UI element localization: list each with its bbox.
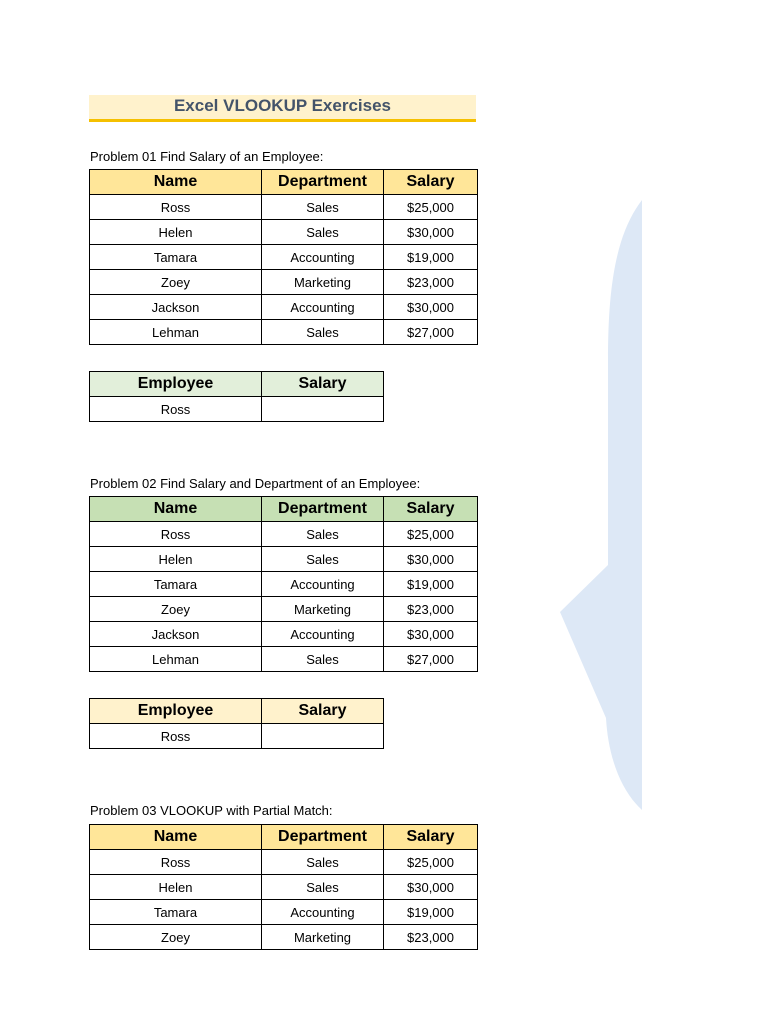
cell-name[interactable]: Lehman [90, 647, 262, 672]
cell-name[interactable]: Jackson [90, 622, 262, 647]
cell-salary[interactable]: $23,000 [384, 925, 478, 950]
cell-name[interactable]: Ross [90, 850, 262, 875]
cell-department[interactable]: Accounting [262, 572, 384, 597]
cell-salary[interactable]: $30,000 [384, 622, 478, 647]
cell-employee[interactable]: Ross [90, 724, 262, 749]
table-row [90, 320, 478, 345]
table-header-row [90, 372, 384, 397]
cell-department[interactable]: Sales [262, 195, 384, 220]
cell-department[interactable]: Accounting [262, 245, 384, 270]
cell-salary[interactable]: $25,000 [384, 850, 478, 875]
cell-department[interactable]: Sales [262, 647, 384, 672]
table-row [90, 397, 384, 422]
problem-1-table [89, 169, 478, 345]
cell-department[interactable]: Sales [262, 547, 384, 572]
table-row [90, 245, 478, 270]
header-salary: Salary [262, 372, 384, 397]
table-row [90, 647, 478, 672]
cell-name[interactable]: Tamara [90, 572, 262, 597]
cell-name[interactable]: Zoey [90, 925, 262, 950]
cell-salary[interactable]: $23,000 [384, 597, 478, 622]
cell-salary[interactable]: $25,000 [384, 195, 478, 220]
cell-name[interactable]: Zoey [90, 270, 262, 295]
problem-2-table [89, 496, 478, 672]
cell-salary[interactable]: $25,000 [384, 522, 478, 547]
table-row [90, 597, 478, 622]
header-salary: Salary [384, 497, 478, 522]
problem-3-table [89, 824, 478, 950]
cell-salary[interactable]: $30,000 [384, 295, 478, 320]
cell-name[interactable]: Zoey [90, 597, 262, 622]
header-salary: Salary [384, 825, 478, 850]
problem-2-caption: Problem 02 Find Salary and Department of an Employee: [90, 476, 421, 491]
table-row [90, 900, 478, 925]
header-department: Department [262, 497, 384, 522]
problem-1-caption: Problem 01 Find Salary of an Employee: [90, 149, 324, 164]
cell-department[interactable]: Sales [262, 875, 384, 900]
cell-name[interactable]: Helen [90, 875, 262, 900]
cell-department[interactable]: Sales [262, 320, 384, 345]
table-row [90, 724, 384, 749]
table-header-row [90, 825, 478, 850]
cell-name[interactable]: Helen [90, 547, 262, 572]
header-employee: Employee [90, 372, 262, 397]
table-row [90, 925, 478, 950]
cell-salary[interactable]: $30,000 [384, 875, 478, 900]
cell-name[interactable]: Jackson [90, 295, 262, 320]
cell-name[interactable]: Lehman [90, 320, 262, 345]
cell-salary[interactable]: $30,000 [384, 547, 478, 572]
cell-department[interactable]: Accounting [262, 622, 384, 647]
cell-salary[interactable]: $23,000 [384, 270, 478, 295]
cell-department[interactable]: Accounting [262, 295, 384, 320]
cell-name[interactable]: Tamara [90, 245, 262, 270]
cell-department[interactable]: Marketing [262, 270, 384, 295]
cell-salary[interactable]: $19,000 [384, 572, 478, 597]
cell-salary[interactable]: $19,000 [384, 900, 478, 925]
table-row [90, 875, 478, 900]
cell-salary-result[interactable] [262, 397, 384, 422]
table-header-row [90, 170, 478, 195]
header-salary: Salary [384, 170, 478, 195]
header-name: Name [90, 825, 262, 850]
cell-employee[interactable]: Ross [90, 397, 262, 422]
cell-department[interactable]: Marketing [262, 925, 384, 950]
header-salary: Salary [262, 699, 384, 724]
cell-salary[interactable]: $19,000 [384, 245, 478, 270]
table-row [90, 522, 478, 547]
cell-department[interactable]: Sales [262, 220, 384, 245]
cell-name[interactable]: Ross [90, 195, 262, 220]
cell-salary[interactable]: $27,000 [384, 647, 478, 672]
table-row [90, 195, 478, 220]
cell-salary[interactable]: $30,000 [384, 220, 478, 245]
problem-1-lookup-table [89, 371, 384, 422]
header-department: Department [262, 170, 384, 195]
table-header-row [90, 699, 384, 724]
cell-salary[interactable]: $27,000 [384, 320, 478, 345]
cell-name[interactable]: Tamara [90, 900, 262, 925]
cell-department[interactable]: Marketing [262, 597, 384, 622]
cell-department[interactable]: Sales [262, 850, 384, 875]
cell-salary-result[interactable] [262, 724, 384, 749]
cell-name[interactable]: Ross [90, 522, 262, 547]
header-name: Name [90, 170, 262, 195]
table-row [90, 622, 478, 647]
table-row [90, 850, 478, 875]
cell-name[interactable]: Helen [90, 220, 262, 245]
table-row [90, 270, 478, 295]
table-row [90, 220, 478, 245]
header-employee: Employee [90, 699, 262, 724]
problem-2-lookup-table [89, 698, 384, 749]
table-row [90, 572, 478, 597]
header-name: Name [90, 497, 262, 522]
problem-3-caption: Problem 03 VLOOKUP with Partial Match: [90, 803, 333, 818]
table-header-row [90, 497, 478, 522]
sheet-title: Excel VLOOKUP Exercises [89, 95, 476, 122]
cell-department[interactable]: Accounting [262, 900, 384, 925]
table-row [90, 295, 478, 320]
cell-department[interactable]: Sales [262, 522, 384, 547]
table-row [90, 547, 478, 572]
header-department: Department [262, 825, 384, 850]
